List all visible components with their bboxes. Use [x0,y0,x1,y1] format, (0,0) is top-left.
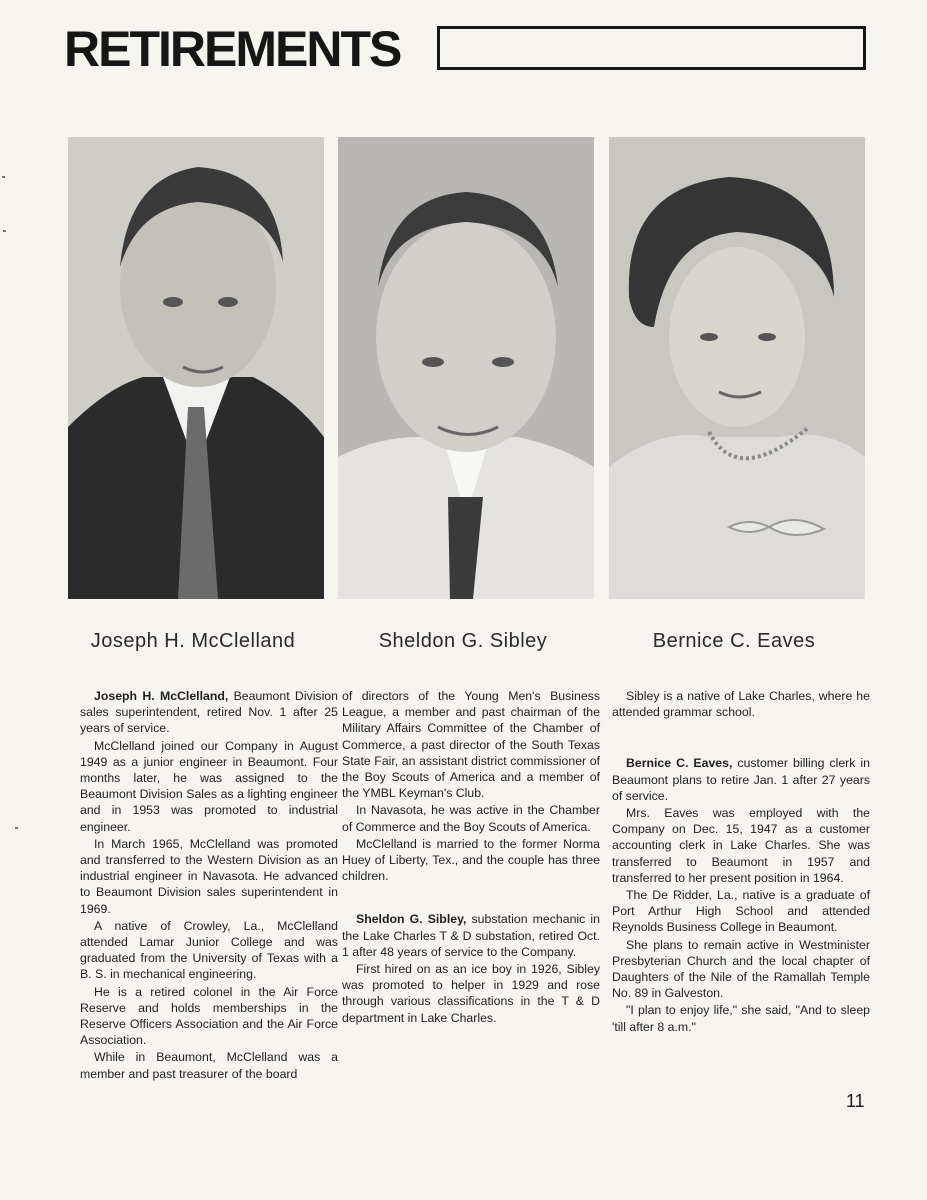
section-gap [612,721,870,755]
lead-name: Sheldon G. Sibley, [356,912,467,927]
portrait-woman [609,137,865,599]
paragraph: A native of Crowley, La., McClelland attended Lamar Junior College and was graduated from the University of Texas with a B. S. in mechanical engineering. [80,918,338,982]
page-title: RETIREMENTS [64,21,401,77]
paragraph-text: Beaumont Division sales superintendent, retired Nov. 1 after 25 years of service. [80,689,338,736]
photo-mcclelland [68,137,324,599]
lead-name: Joseph H. McClelland, [94,689,229,703]
paragraph: In March 1965, McClelland was promoted and transferred to the Western Division as an industrial engineer in Navasota. He advanced to Beaumont Division sales superintendent in 1969. [80,836,338,916]
paragraph-text: substation mechanic in the Lake Charles T & D substation, retired Oct. 1 after 48 years of service to the Company. [342,912,600,959]
lead-name: Bernice C. Eaves, [626,756,733,771]
article-column-2 [342,688,600,1027]
paragraph [612,755,870,804]
margin-speck [3,230,6,232]
paragraph: He is a retired colonel in the Air Force Reserve and holds memberships in the Reserve Officers Association and the Air Force Association. [80,984,338,1048]
page-number: 11 [846,1091,865,1111]
paragraph-text: customer billing clerk in Beaumont plans to retire Jan. 1 after 27 years of service. [612,756,870,803]
paragraph: McClelland joined our Company in August 1949 as a junior engineer in Beaumont. Four months later, he was assigned to the Beaumont Division Sales as a lighting engineer and in 1953 was promoted to industrial engineer. [80,738,338,834]
paragraph: She plans to remain active in Westminister Presbyterian Church and the local chapter of Daughters of the Nile of the Ramallah Temple No. 89 in Galveston. [612,937,870,1001]
caption-name-eaves: Bernice C. Eaves [652,630,816,652]
section-gap [342,885,600,911]
portrait-man-light-suit [338,137,594,599]
caption-name-mcclelland: Joseph H. McClelland [90,630,296,652]
paragraph: First hired on as an ice boy in 1926, Sibley was promoted to helper in 1929 and rose through various classifications in the T & D department in Lake Charles. [342,962,600,1025]
margin-speck [15,827,18,829]
paragraph: Sibley is a native of Lake Charles, where he attended grammar school. [612,689,870,720]
paragraph [80,688,338,737]
article-column-3 [612,688,870,1036]
paragraph: The De Ridder, La., native is a graduate of Port Arthur High School and attended Reynolds Business College in Beaumont. [612,888,870,935]
article-column-1 [80,688,338,1083]
paragraph: In Navasota, he was active in the Chamber of Commerce and the Boy Scouts of America. [342,803,600,834]
margin-speck [2,176,5,178]
photo-eaves [609,137,865,599]
paragraph: of directors of the Young Men's Business League, a member and past chairman of the Military Affairs Committee of the Chamber of Commerce, a past director of the South Texas State Fair, an assistant district commissioner of the Boy Scouts of America and a member of the YMBL Keyman's Club. [342,689,600,801]
photo-sibley [338,137,594,599]
page-header [64,20,866,78]
paragraph: "I plan to enjoy life," she said, "And to sleep 'till after 8 a.m." [612,1003,870,1034]
paragraph: Mrs. Eaves was employed with the Company on Dec. 15, 1947 as a customer accounting clerk in Lake Charles. She was transferred to Beaumont in 1957 and transferred to her present position in 1964. [612,806,870,885]
paragraph [342,911,600,960]
caption-name-sibley: Sheldon G. Sibley [378,630,548,652]
paragraph: McClelland is married to the former Norma Huey of Liberty, Tex., and the couple has three children. [342,836,600,884]
paragraph: While in Beaumont, McClelland was a member and past treasurer of the board [80,1050,338,1081]
title-rule-box [437,26,866,70]
portrait-man-dark-suit [68,137,324,599]
